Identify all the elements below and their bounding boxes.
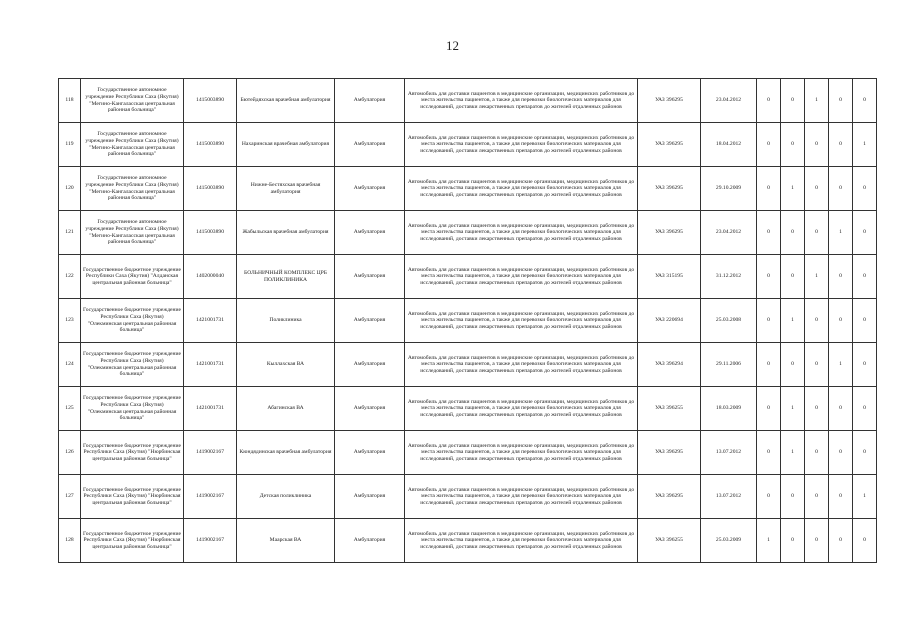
facility-type: Амбулатория [335, 475, 405, 519]
inn-code: 1421001731 [184, 387, 237, 431]
flag-cell: 0 [805, 431, 829, 475]
vehicle-model: УАЗ 396255 [638, 387, 701, 431]
facility-type: Амбулатория [335, 255, 405, 299]
table-row [59, 255, 877, 299]
table-row [59, 167, 877, 211]
vehicle-purpose: Автомобиль для доставки пациентов в медицинские организации, медицинских работников до места жительства пациентов, а также для перевозки биологических материалов для исследований, доставки лекарственных препаратов до жителей отдаленных районов [405, 519, 638, 563]
organization-name: Государственное бюджетное учреждение Республики Саха (Якутия) "Алданская центральная районная больница" [81, 255, 184, 299]
registration-date: 13.07.2012 [701, 431, 757, 475]
organization-name: Государственное автономное учреждение Республики Саха (Якутия) "Мегино-Кангаласская центральная районная больница" [81, 167, 184, 211]
flag-cell: 0 [757, 255, 781, 299]
flag-cell: 0 [757, 211, 781, 255]
vehicle-model: УАЗ 396255 [638, 519, 701, 563]
unit-name: Детская поликлиника [237, 475, 335, 519]
registration-date: 25.03.2008 [701, 299, 757, 343]
flag-cell: 0 [757, 431, 781, 475]
flag-cell: 0 [829, 387, 853, 431]
inn-code: 1419002167 [184, 519, 237, 563]
flag-cell: 0 [829, 299, 853, 343]
flag-cell: 0 [757, 299, 781, 343]
flag-cell: 0 [781, 211, 805, 255]
organization-name: Государственное бюджетное учреждение Республики Саха (Якутия) "Нюрбинская центральная районная больница" [81, 475, 184, 519]
inn-code: 1415003890 [184, 211, 237, 255]
flag-cell: 0 [757, 167, 781, 211]
registration-date: 31.12.2012 [701, 255, 757, 299]
flag-cell: 0 [805, 519, 829, 563]
vehicle-purpose: Автомобиль для доставки пациентов в медицинские организации, медицинских работников до места жительства пациентов, а также для перевозки биологических материалов для исследований, доставки лекарственных препаратов до жителей отдаленных районов [405, 167, 638, 211]
row-number: 126 [59, 431, 81, 475]
vehicle-purpose: Автомобиль для доставки пациентов в медицинские организации, медицинских работников до места жительства пациентов, а также для перевозки биологических материалов для исследований, доставки лекарственных препаратов до жителей отдаленных районов [405, 255, 638, 299]
facility-type: Амбулатория [335, 299, 405, 343]
flag-cell: 0 [781, 519, 805, 563]
unit-name: Нахаринская врачебная амбулатория [237, 123, 335, 167]
flag-cell: 0 [805, 167, 829, 211]
facility-type: Амбулатория [335, 431, 405, 475]
vehicle-model: УАЗ 396295 [638, 123, 701, 167]
facility-type: Амбулатория [335, 211, 405, 255]
flag-cell: 0 [853, 299, 877, 343]
unit-name: Поликлиника [237, 299, 335, 343]
facility-type: Амбулатория [335, 343, 405, 387]
flag-cell: 0 [853, 431, 877, 475]
flag-cell: 0 [829, 431, 853, 475]
vehicle-purpose: Автомобиль для доставки пациентов в медицинские организации, медицинских работников до места жительства пациентов, а также для перевозки биологических материалов для исследований, доставки лекарственных препаратов до жителей отдаленных районов [405, 475, 638, 519]
registration-date: 25.03.2009 [701, 519, 757, 563]
flag-cell: 0 [805, 387, 829, 431]
unit-name: Нижне-Бестяхская врачебная амбулатория [237, 167, 335, 211]
row-number: 128 [59, 519, 81, 563]
inn-code: 1421001731 [184, 343, 237, 387]
inn-code: 1415003890 [184, 167, 237, 211]
flag-cell: 0 [781, 255, 805, 299]
unit-name: Кюндядинская врачебная амбулатория [237, 431, 335, 475]
unit-name: БОЛЬНИЧНЫЙ КОМПЛЕКС ЦРБ ПОЛИКЛИНИКА [237, 255, 335, 299]
row-number: 124 [59, 343, 81, 387]
flag-cell: 0 [757, 123, 781, 167]
registration-date: 29.10.2009 [701, 167, 757, 211]
row-number: 123 [59, 299, 81, 343]
registration-date: 18.03.2009 [701, 387, 757, 431]
flag-cell: 0 [829, 475, 853, 519]
facility-type: Амбулатория [335, 519, 405, 563]
inn-code: 1402000040 [184, 255, 237, 299]
flag-cell: 1 [805, 79, 829, 123]
registration-date: 23.04.2012 [701, 79, 757, 123]
inn-code: 1415003890 [184, 123, 237, 167]
organization-name: Государственное автономное учреждение Республики Саха (Якутия) "Мегино-Кангаласская центральная районная больница" [81, 79, 184, 123]
organization-name: Государственное бюджетное учреждение Республики Саха (Якутия) "Нюрбинская центральная районная больница" [81, 431, 184, 475]
flag-cell: 0 [781, 343, 805, 387]
inn-code: 1415003890 [184, 79, 237, 123]
flag-cell: 0 [781, 475, 805, 519]
flag-cell: 0 [853, 255, 877, 299]
table-row [59, 343, 877, 387]
flag-cell: 0 [853, 211, 877, 255]
vehicles-table [58, 78, 877, 563]
flag-cell: 1 [853, 475, 877, 519]
flag-cell: 0 [805, 299, 829, 343]
unit-name: Кыллахская ВА [237, 343, 335, 387]
facility-type: Амбулатория [335, 387, 405, 431]
row-number: 120 [59, 167, 81, 211]
registration-date: 23.04.2012 [701, 211, 757, 255]
flag-cell: 0 [829, 123, 853, 167]
flag-cell: 0 [829, 519, 853, 563]
flag-cell: 0 [853, 387, 877, 431]
row-number: 127 [59, 475, 81, 519]
registration-date: 29.11.2006 [701, 343, 757, 387]
flag-cell: 0 [805, 211, 829, 255]
vehicle-model: УАЗ 220694 [638, 299, 701, 343]
row-number: 119 [59, 123, 81, 167]
organization-name: Государственное бюджетное учреждение Республики Саха (Якутия) "Олекминская центральная районная больница" [81, 343, 184, 387]
flag-cell: 1 [781, 299, 805, 343]
table-row [59, 79, 877, 123]
inn-code: 1421001731 [184, 299, 237, 343]
organization-name: Государственное автономное учреждение Республики Саха (Якутия) "Мегино-Кангаласская центральная районная больница" [81, 211, 184, 255]
flag-cell: 0 [853, 167, 877, 211]
vehicle-model: УАЗ 396295 [638, 167, 701, 211]
table-row [59, 519, 877, 563]
flag-cell: 0 [757, 387, 781, 431]
organization-name: Государственное бюджетное учреждение Республики Саха (Якутия) "Олекминская центральная районная больница" [81, 299, 184, 343]
flag-cell: 0 [829, 167, 853, 211]
flag-cell: 1 [829, 343, 853, 387]
flag-cell: 0 [829, 79, 853, 123]
row-number: 122 [59, 255, 81, 299]
inn-code: 1419002167 [184, 475, 237, 519]
flag-cell: 1 [781, 431, 805, 475]
facility-type: Амбулатория [335, 79, 405, 123]
vehicle-purpose: Автомобиль для доставки пациентов в медицинские организации, медицинских работников до места жительства пациентов, а также для перевозки биологических материалов для исследований, доставки лекарственных препаратов до жителей отдаленных районов [405, 211, 638, 255]
vehicle-model: УАЗ 396295 [638, 211, 701, 255]
flag-cell: 0 [805, 475, 829, 519]
table-row [59, 431, 877, 475]
vehicle-purpose: Автомобиль для доставки пациентов в медицинские организации, медицинских работников до места жительства пациентов, а также для перевозки биологических материалов для исследований, доставки лекарственных препаратов до жителей отдаленных районов [405, 123, 638, 167]
vehicle-purpose: Автомобиль для доставки пациентов в медицинские организации, медицинских работников до места жительства пациентов, а также для перевозки биологических материалов для исследований, доставки лекарственных препаратов до жителей отдаленных районов [405, 431, 638, 475]
flag-cell: 0 [853, 79, 877, 123]
flag-cell: 0 [853, 343, 877, 387]
table-row [59, 211, 877, 255]
vehicle-model: УАЗ 396295 [638, 431, 701, 475]
facility-type: Амбулатория [335, 123, 405, 167]
flag-cell: 0 [757, 343, 781, 387]
flag-cell: 0 [853, 519, 877, 563]
unit-name: Бютейдяхская врачебная амбулатория [237, 79, 335, 123]
table-row [59, 475, 877, 519]
facility-type: Амбулатория [335, 167, 405, 211]
unit-name: Абагинская ВА [237, 387, 335, 431]
vehicle-model: УАЗ 396295 [638, 475, 701, 519]
table-row [59, 123, 877, 167]
inn-code: 1419002167 [184, 431, 237, 475]
flag-cell: 1 [757, 519, 781, 563]
table-row [59, 387, 877, 431]
table-row [59, 299, 877, 343]
flag-cell: 0 [781, 79, 805, 123]
flag-cell: 1 [829, 211, 853, 255]
flag-cell: 1 [805, 255, 829, 299]
vehicle-model: УАЗ 396295 [638, 79, 701, 123]
flag-cell: 0 [829, 255, 853, 299]
page-number: 12 [446, 38, 459, 53]
row-number: 121 [59, 211, 81, 255]
organization-name: Государственное бюджетное учреждение Республики Саха (Якутия) "Олекминская центральная районная больница" [81, 387, 184, 431]
flag-cell: 0 [805, 123, 829, 167]
vehicle-model: УАЗ 315195 [638, 255, 701, 299]
organization-name: Государственное автономное учреждение Республики Саха (Якутия) "Мегино-Кангаласская центральная районная больница" [81, 123, 184, 167]
organization-name: Государственное бюджетное учреждение Республики Саха (Якутия) "Нюрбинская центральная районная больница" [81, 519, 184, 563]
row-number: 125 [59, 387, 81, 431]
flag-cell: 1 [853, 123, 877, 167]
row-number: 118 [59, 79, 81, 123]
registration-date: 13.07.2012 [701, 475, 757, 519]
vehicle-purpose: Автомобиль для доставки пациентов в медицинские организации, медицинских работников до места жительства пациентов, а также для перевозки биологических материалов для исследований, доставки лекарственных препаратов до жителей отдаленных районов [405, 343, 638, 387]
unit-name: Жабыльская врачебная амбулатория [237, 211, 335, 255]
flag-cell: 0 [805, 343, 829, 387]
flag-cell: 0 [781, 123, 805, 167]
vehicle-purpose: Автомобиль для доставки пациентов в медицинские организации, медицинских работников до места жительства пациентов, а также для перевозки биологических материалов для исследований, доставки лекарственных препаратов до жителей отдаленных районов [405, 299, 638, 343]
vehicle-purpose: Автомобиль для доставки пациентов в медицинские организации, медицинских работников до места жительства пациентов, а также для перевозки биологических материалов для исследований, доставки лекарственных препаратов до жителей отдаленных районов [405, 79, 638, 123]
flag-cell: 0 [757, 79, 781, 123]
vehicle-purpose: Автомобиль для доставки пациентов в медицинские организации, медицинских работников до места жительства пациентов, а также для перевозки биологических материалов для исследований, доставки лекарственных препаратов до жителей отдаленных районов [405, 387, 638, 431]
flag-cell: 1 [781, 387, 805, 431]
flag-cell: 1 [781, 167, 805, 211]
unit-name: Маарская ВА [237, 519, 335, 563]
vehicle-model: УАЗ 396294 [638, 343, 701, 387]
registration-date: 18.04.2012 [701, 123, 757, 167]
flag-cell: 0 [757, 475, 781, 519]
